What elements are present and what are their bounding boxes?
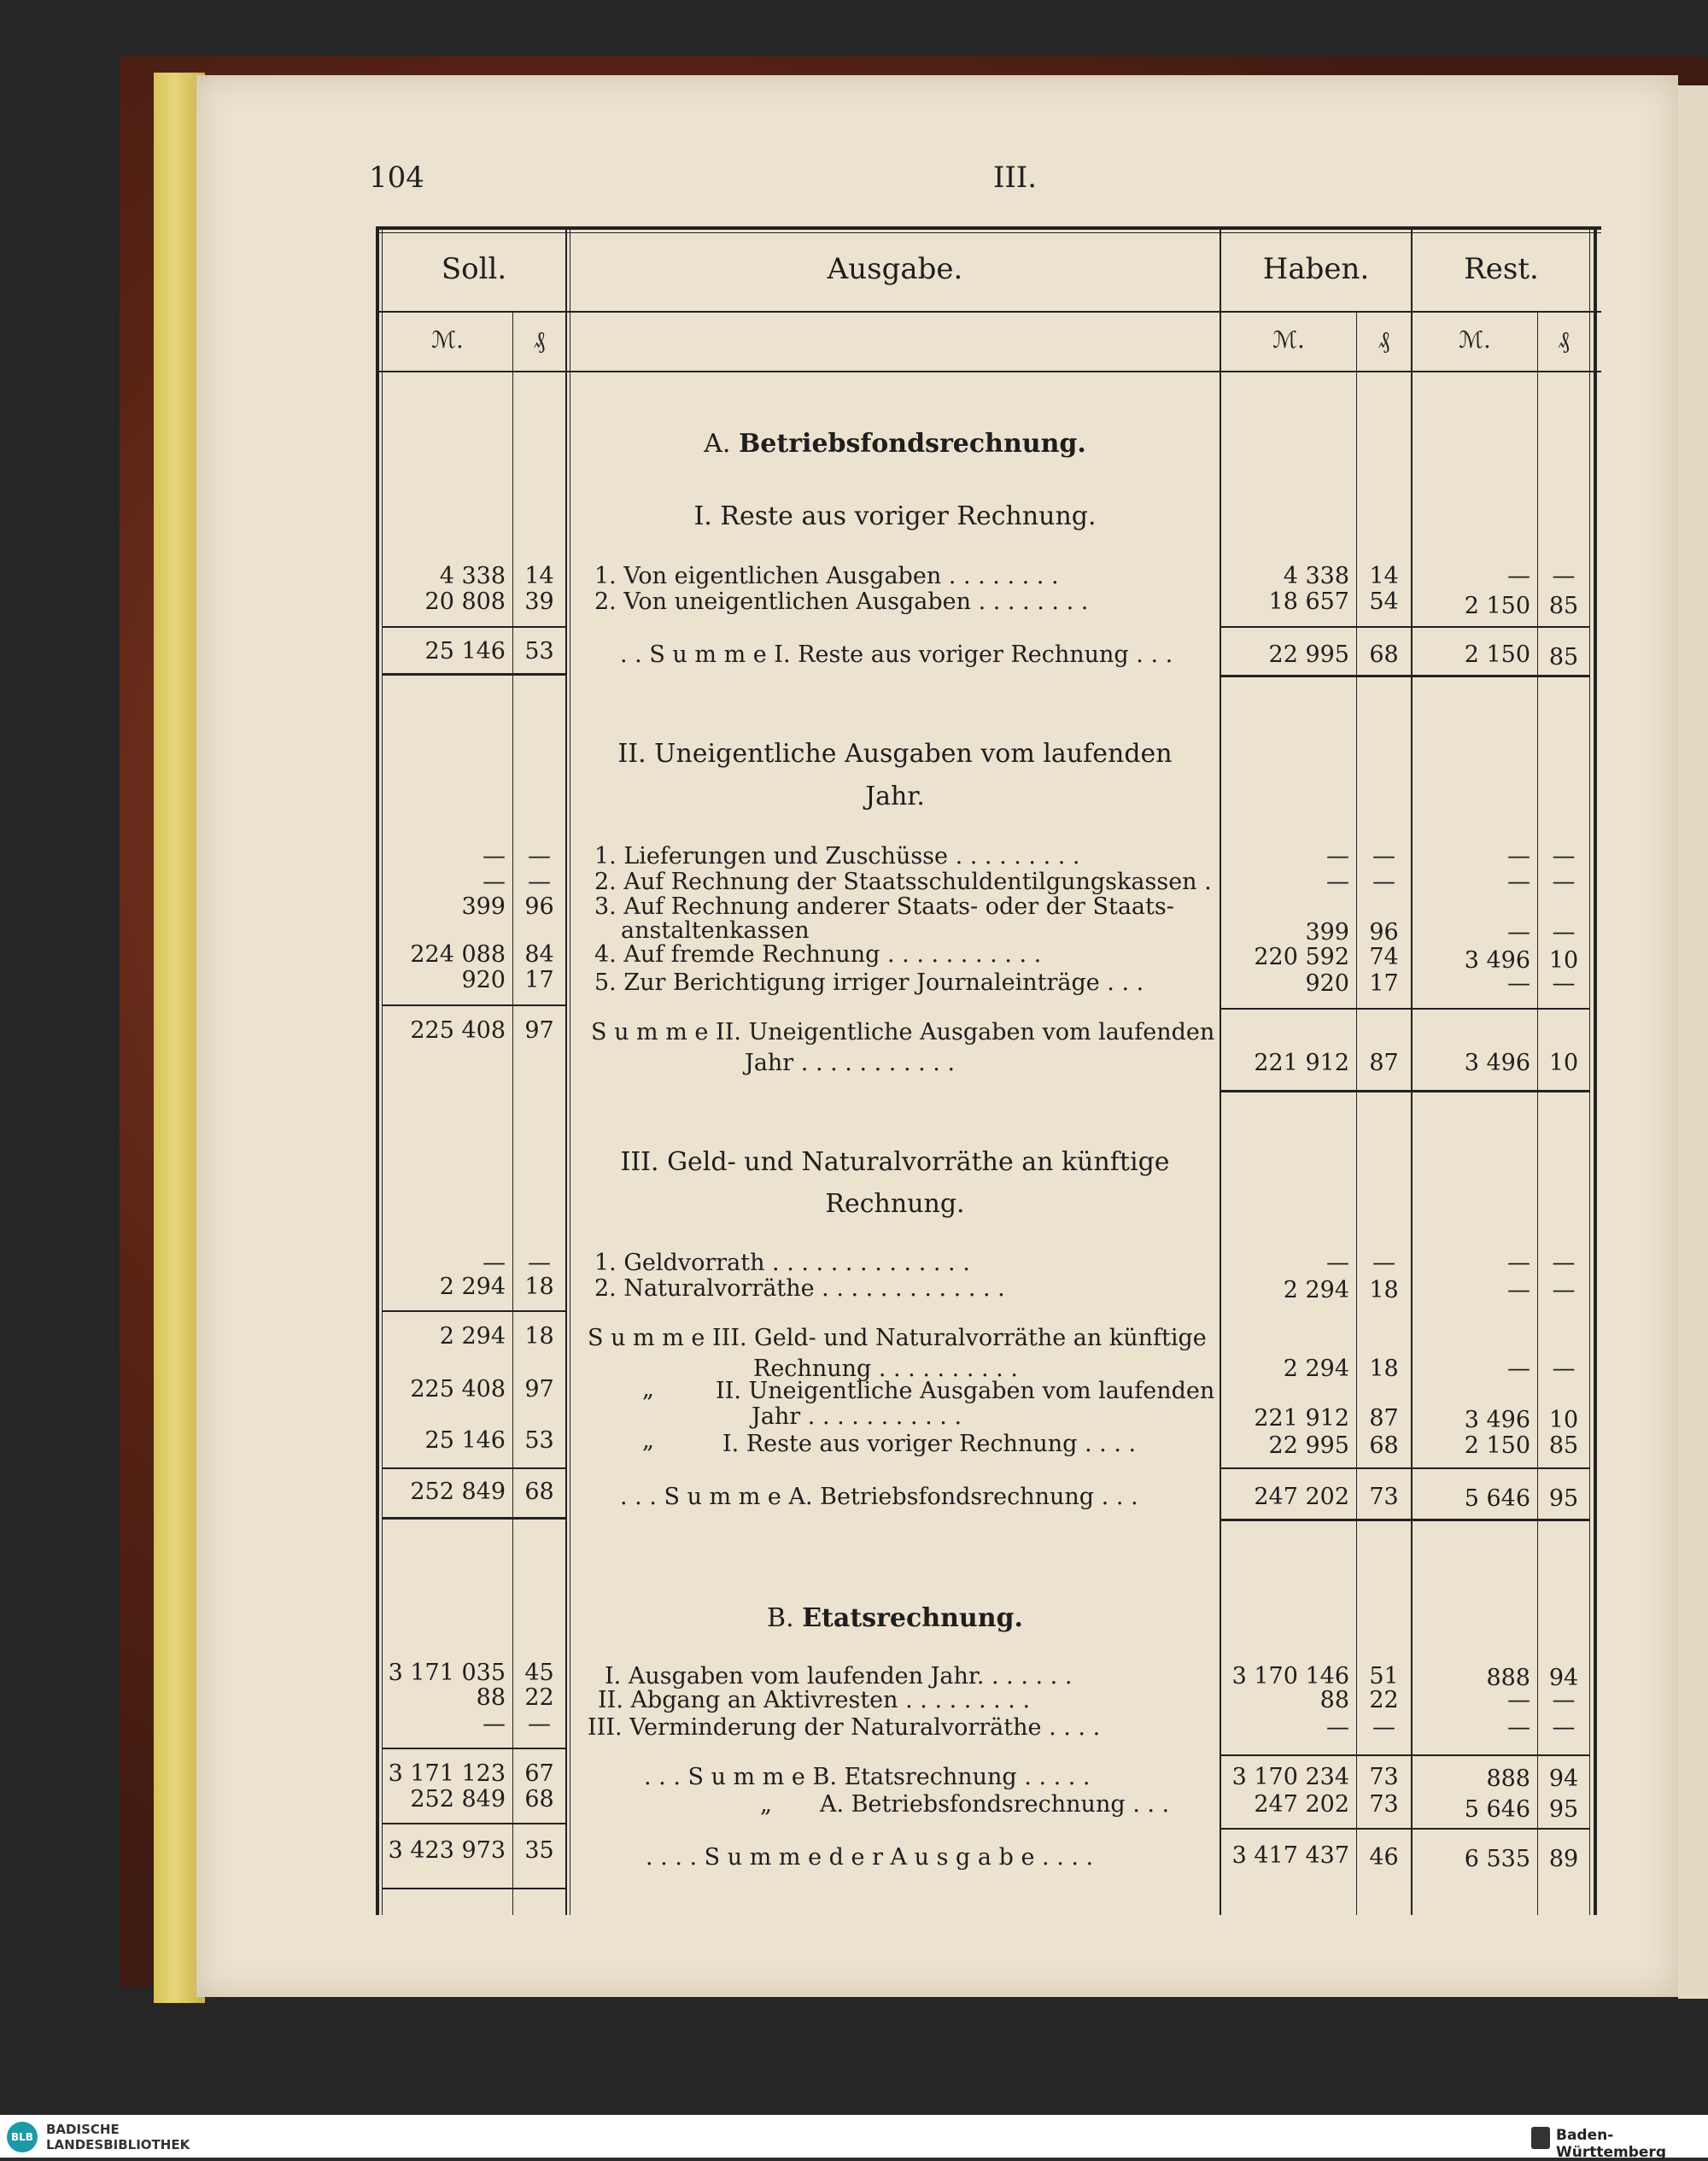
col-header-haben: Haben.	[1262, 252, 1370, 286]
section-rule	[1221, 675, 1590, 677]
haben-pf: 87	[1369, 1405, 1399, 1432]
soll-pf: 17	[524, 967, 554, 993]
rest-pf: 94	[1548, 1665, 1579, 1691]
rest-mark: —	[1507, 970, 1530, 997]
sum-rule	[1221, 1467, 1590, 1469]
soll-pf: 96	[524, 893, 554, 920]
haben-mark: 88	[1319, 1687, 1349, 1713]
sum-rule	[383, 1004, 565, 1006]
soll-mark: 88	[476, 1684, 506, 1711]
rest-pf: —	[1552, 1250, 1576, 1276]
row-label: . . . . S u m m e d e r A u s g a b e . . . .	[646, 1844, 1094, 1871]
soll-mark: 225 408	[410, 1017, 506, 1044]
rest-mark: 2 150	[1464, 593, 1530, 619]
section-ii-title: II. Uneigentliche Ausgaben vom laufenden	[617, 739, 1173, 769]
row-label: III. Verminderung der Naturalvorräthe . . . .	[588, 1714, 1101, 1741]
haben-mark: 22 995	[1268, 641, 1349, 668]
facing-page	[1678, 85, 1708, 1999]
soll-mark: 399	[461, 893, 506, 920]
soll-mark: 20 808	[424, 589, 506, 615]
rest-pf: —	[1552, 1714, 1576, 1741]
haben-pf: 14	[1369, 563, 1399, 589]
haben-pf: 54	[1369, 589, 1399, 615]
rest-pf: 10	[1548, 947, 1579, 974]
soll-mark: 3 171 123	[388, 1760, 506, 1787]
section-rule	[1221, 1090, 1590, 1092]
row-label: 1. Geldvorrath . . . . . . . . . . . . . .	[594, 1250, 970, 1276]
ditto-mark: „	[760, 1791, 772, 1818]
section-iii-title-2: Rechnung.	[825, 1189, 965, 1219]
row-label: 3. Auf Rechnung anderer Staats- oder der Staats-	[594, 893, 1174, 920]
row-label: 1. Lieferungen und Zuschüsse . . . . . . . . .	[594, 843, 1080, 870]
haben-mark: 399	[1305, 919, 1349, 946]
section-ii-title-2: Jahr.	[865, 782, 925, 811]
blb-logo-icon[interactable]: BLB	[7, 2122, 38, 2152]
rest-mark: —	[1507, 843, 1530, 870]
haben-pf: —	[1372, 1714, 1395, 1741]
soll-pf: 45	[524, 1660, 554, 1686]
soll-mark: 2 294	[439, 1323, 506, 1350]
soll-mark: 25 146	[424, 638, 506, 665]
page-number: 104	[369, 161, 424, 195]
rest-mark: —	[1507, 919, 1530, 946]
haben-mark: 18 657	[1268, 589, 1349, 615]
rest-mark: —	[1507, 1356, 1530, 1382]
soll-pf: 18	[524, 1323, 554, 1350]
soll-pf: 53	[524, 1427, 554, 1454]
rest-mark: —	[1507, 563, 1530, 589]
rest-mark: 2 150	[1464, 1432, 1530, 1459]
rest-pf: —	[1552, 843, 1576, 870]
table-top-rule	[376, 226, 1601, 230]
rest-mark: 2 150	[1464, 641, 1530, 668]
rest-mark: 3 496	[1464, 1050, 1530, 1076]
soll-mark: —	[483, 1250, 506, 1276]
section-a-prefix: A.	[704, 429, 731, 459]
unit-soll-mark: ℳ.	[431, 327, 464, 354]
rest-pf: —	[1552, 1277, 1576, 1303]
soll-mark: 2 294	[439, 1274, 506, 1300]
section-b-name: Etatsrechnung.	[802, 1603, 1023, 1633]
haben-pf: —	[1372, 869, 1395, 895]
unit-haben-mark: ℳ.	[1272, 327, 1305, 354]
unit-soll-pf: ₰	[533, 327, 546, 354]
haben-pf: 22	[1369, 1687, 1399, 1713]
bottom-rule	[383, 1888, 565, 1889]
section-rule	[1221, 1519, 1590, 1521]
rest-pf: 10	[1548, 1050, 1579, 1076]
soll-mark: —	[483, 843, 506, 870]
rest-pf: —	[1552, 970, 1576, 997]
soll-pf: 68	[524, 1786, 554, 1813]
haben-mark: —	[1326, 869, 1349, 895]
haben-mark: 220 592	[1254, 944, 1349, 970]
row-label: 1. Von eigentlichen Ausgaben . . . . . . . .	[594, 563, 1059, 589]
section-a-title	[570, 431, 1220, 457]
soll-mark: 225 408	[410, 1376, 506, 1403]
row-label: II. Uneigentliche Ausgaben vom laufenden	[716, 1378, 1215, 1404]
row-label: A. Betriebsfondsrechnung . . .	[820, 1791, 1170, 1818]
rest-mark: 6 535	[1464, 1846, 1530, 1872]
row-label-cont: Jahr . . . . . . . . . . .	[752, 1403, 962, 1430]
row-label: II. Abgang an Aktivresten . . . . . . . . .	[598, 1687, 1031, 1713]
soll-pf: 97	[524, 1017, 554, 1044]
soll-pf: 53	[524, 638, 554, 665]
border-right-inner	[1589, 226, 1590, 1915]
rest-pf: 85	[1548, 644, 1579, 671]
header-rule	[376, 311, 1601, 313]
unit-rule	[376, 371, 1601, 372]
rest-pf: 10	[1548, 1407, 1579, 1433]
soll-pf: 35	[524, 1837, 554, 1864]
section-b-title	[570, 1603, 1220, 1633]
haben-pf: 96	[1369, 919, 1399, 946]
haben-mark: —	[1326, 843, 1349, 870]
rest-mark: 5 646	[1464, 1796, 1530, 1823]
haben-pf: —	[1372, 843, 1395, 870]
soll-pf: 84	[524, 941, 554, 968]
haben-pf: 17	[1369, 970, 1399, 997]
haben-mark: 3 170 146	[1231, 1663, 1349, 1690]
haben-pf: 51	[1369, 1663, 1399, 1690]
footer-logo-line1: BADISCHE	[46, 2122, 120, 2137]
rest-mark: —	[1507, 1277, 1530, 1303]
haben-mark: 3 170 234	[1231, 1764, 1349, 1790]
ditto-mark: „	[642, 1427, 654, 1454]
haben-pf: 73	[1369, 1764, 1399, 1790]
sum-rule	[383, 1823, 565, 1824]
row-label-cont: Rechnung . . . . . . . . . .	[753, 1356, 1018, 1382]
section-rule	[383, 673, 565, 676]
section-b-prefix: B.	[767, 1603, 794, 1633]
rest-pf: 95	[1548, 1485, 1579, 1512]
haben-pf: 87	[1369, 1050, 1399, 1076]
col-header-rest: Rest.	[1464, 252, 1539, 286]
haben-mark: 3 417 437	[1231, 1842, 1349, 1869]
haben-mark: 4 338	[1283, 563, 1349, 589]
row-label: 4. Auf fremde Rechnung . . . . . . . . . . .	[594, 941, 1042, 968]
sum-rule	[1221, 1828, 1590, 1830]
soll-pf: —	[528, 1711, 551, 1737]
section-rule	[383, 1517, 565, 1520]
haben-mark: —	[1326, 1250, 1349, 1276]
footer-bar	[0, 2115, 1708, 2161]
row-label: S u m m e III. Geld- und Naturalvorräthe an künftige	[588, 1325, 1207, 1351]
coat-of-arms-icon	[1531, 2127, 1550, 2149]
haben-pf: 18	[1369, 1277, 1399, 1303]
rest-pf: 95	[1548, 1796, 1579, 1823]
soll-mark: —	[483, 869, 506, 895]
haben-mark: 247 202	[1254, 1484, 1349, 1510]
unit-haben-pf: ₰	[1378, 327, 1390, 354]
rest-pf: 85	[1548, 593, 1579, 619]
page-heading: III.	[993, 161, 1038, 195]
soll-pf: —	[528, 1250, 551, 1276]
sum-rule	[383, 1310, 565, 1312]
soll-pf: 39	[524, 589, 554, 615]
footer-logo-line2: LANDESBIBLIOTHEK	[46, 2137, 190, 2152]
rest-mark: —	[1507, 1687, 1530, 1713]
rest-mark: —	[1507, 1250, 1530, 1276]
col-header-ausgabe: Ausgabe.	[827, 252, 963, 286]
soll-mark: 4 338	[439, 563, 506, 589]
row-label: I. Ausgaben vom laufenden Jahr. . . . . . .	[605, 1663, 1073, 1690]
rest-pf: —	[1552, 869, 1576, 895]
row-label: . . S u m m e I. Reste aus voriger Rechnung . . .	[620, 641, 1173, 668]
rest-pf: —	[1552, 919, 1576, 946]
haben-mark: 920	[1305, 970, 1349, 997]
row-label: 2. Von uneigentlichen Ausgaben . . . . . . . .	[594, 589, 1089, 615]
section-i-title: I. Reste aus voriger Rechnung.	[693, 501, 1097, 531]
col-soll-end	[565, 226, 567, 1915]
haben-pf: —	[1372, 1250, 1395, 1276]
haben-mark: —	[1326, 1714, 1349, 1741]
footer-right-text[interactable]: Baden-Württemberg	[1556, 2127, 1666, 2161]
soll-mark: 920	[461, 967, 506, 993]
rest-mark: —	[1507, 1714, 1530, 1741]
haben-pf: 46	[1369, 1844, 1399, 1871]
haben-pf: 73	[1369, 1484, 1399, 1510]
rest-pf: —	[1552, 1356, 1576, 1382]
rest-mark: 5 646	[1464, 1485, 1530, 1512]
soll-mark: 252 849	[410, 1786, 506, 1813]
row-label: . . . S u m m e A. Betriebsfondsrechnung . . .	[620, 1484, 1138, 1510]
soll-pf: 67	[524, 1760, 554, 1787]
unit-rest-pf: ₰	[1558, 327, 1570, 354]
haben-mark: 221 912	[1254, 1405, 1349, 1432]
soll-mark: —	[483, 1711, 506, 1737]
sum-rule	[1221, 1008, 1590, 1010]
haben-pf: 68	[1369, 641, 1399, 668]
soll-mark: 252 849	[410, 1479, 506, 1505]
haben-mark: 22 995	[1268, 1432, 1349, 1459]
soll-pf: 68	[524, 1479, 554, 1505]
haben-pf: 68	[1369, 1432, 1399, 1459]
ditto-mark: „	[642, 1376, 654, 1403]
haben-mark: 2 294	[1283, 1356, 1349, 1382]
section-iii-title: III. Geld- und Naturalvorräthe an künftige	[620, 1147, 1170, 1177]
soll-pf: 22	[524, 1684, 554, 1711]
row-label: 2. Auf Rechnung der Staatsschuldentilgungskassen .	[594, 869, 1212, 895]
haben-mark: 221 912	[1254, 1050, 1349, 1076]
row-label: 5. Zur Berichtigung irriger Journaleinträge . . .	[594, 969, 1144, 996]
table-top-rule-2	[376, 232, 1601, 233]
soll-pf: 18	[524, 1274, 554, 1300]
haben-mark: 247 202	[1254, 1791, 1349, 1818]
row-label-cont: anstaltenkassen	[621, 917, 810, 944]
soll-mark: 3 423 973	[388, 1837, 506, 1864]
rest-mark: 888	[1486, 1766, 1530, 1792]
rest-pf: 85	[1548, 1432, 1579, 1459]
soll-pf: 14	[524, 563, 554, 589]
haben-pf: 73	[1369, 1791, 1399, 1818]
row-label: 2. Naturalvorräthe . . . . . . . . . . . . .	[594, 1275, 1005, 1302]
rest-pf: 94	[1548, 1766, 1579, 1792]
row-label: I. Reste aus voriger Rechnung . . . .	[722, 1431, 1137, 1457]
sum-rule	[383, 1467, 565, 1469]
rest-pf: —	[1552, 1687, 1576, 1713]
rest-mark: 3 496	[1464, 1407, 1530, 1433]
col-header-soll: Soll.	[441, 252, 507, 286]
section-a-name: Betriebsfondsrechnung.	[738, 429, 1086, 459]
unit-rest-mark: ℳ.	[1459, 327, 1491, 354]
rest-mark: 888	[1486, 1665, 1530, 1691]
border-right	[1594, 226, 1597, 1915]
sum-rule	[383, 1748, 565, 1749]
row-label: . . . S u m m e B. Etatsrechnung . . . . .	[644, 1764, 1091, 1790]
soll-mark: 224 088	[410, 941, 506, 968]
rest-mark: 3 496	[1464, 947, 1530, 974]
soll-mark: 3 171 035	[388, 1660, 506, 1686]
rest-mark: —	[1507, 869, 1530, 895]
soll-pf: 97	[524, 1376, 554, 1403]
border-left	[376, 226, 379, 1915]
haben-pf: 18	[1369, 1356, 1399, 1382]
sum-rule	[1221, 626, 1590, 628]
haben-mark: 2 294	[1283, 1277, 1349, 1303]
haben-pf: 74	[1369, 944, 1399, 970]
soll-pf: —	[528, 869, 551, 895]
sum-rule	[383, 626, 565, 628]
rest-pf: —	[1552, 563, 1576, 589]
rest-pf: 89	[1548, 1846, 1579, 1872]
soll-mark: 25 146	[424, 1427, 506, 1454]
row-label-cont: Jahr . . . . . . . . . . .	[745, 1050, 956, 1076]
row-label: S u m m e II. Uneigentliche Ausgaben vom laufenden	[591, 1019, 1215, 1045]
soll-pf: —	[528, 843, 551, 870]
sum-rule	[1221, 1754, 1590, 1756]
